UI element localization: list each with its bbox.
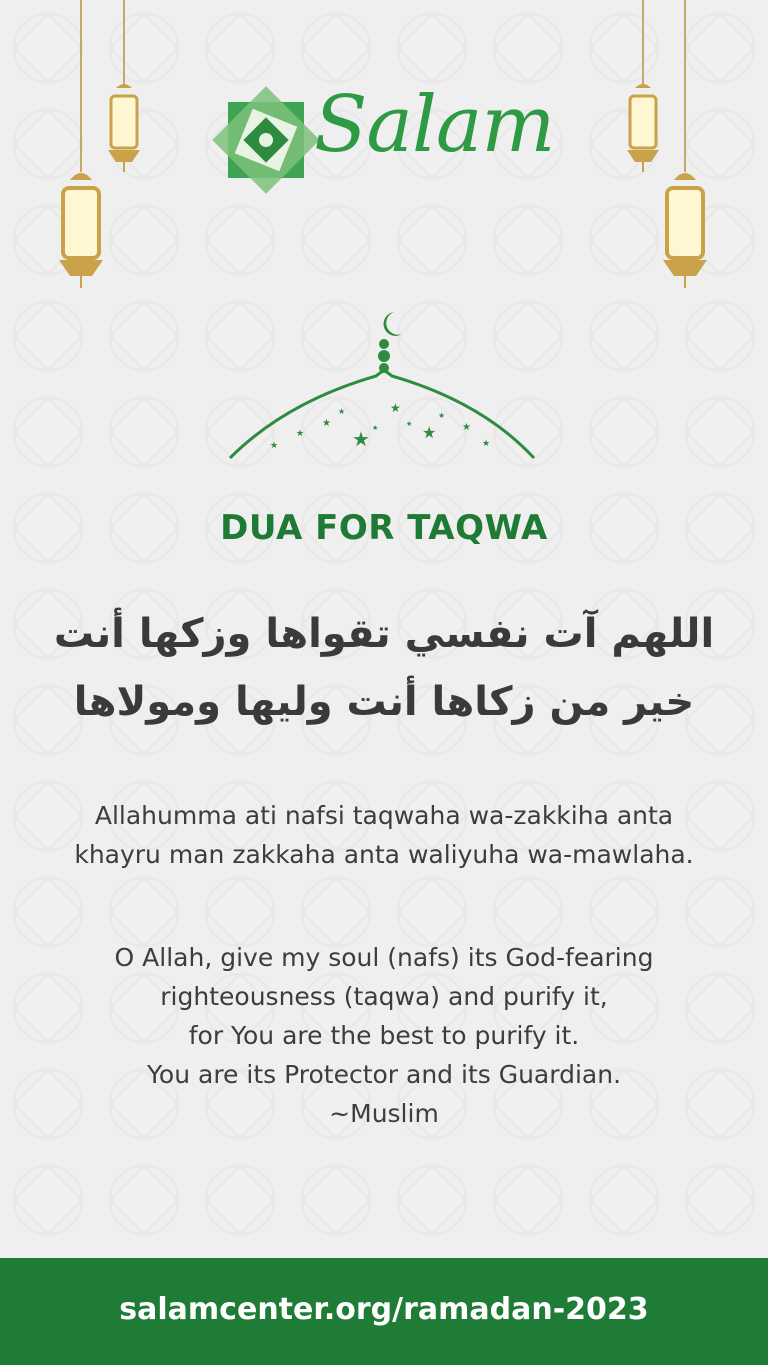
mosque-dome-icon [226, 306, 538, 466]
svg-text:★: ★ [270, 441, 279, 451]
hanging-lantern-icon [656, 0, 714, 290]
crescent-moon-icon [424, 100, 534, 220]
svg-text:★: ★ [482, 439, 491, 449]
svg-text:★: ★ [296, 429, 305, 439]
arabic-line: خير من زكاها أنت وليها ومولاها [73, 679, 695, 725]
transliteration-line: Allahumma ati nafsi taqwaha wa-zakkiha anta [94, 801, 674, 830]
svg-text:★: ★ [322, 418, 331, 429]
arabic-line: اللهم آت نفسي تقواها وزكها أنت [53, 611, 715, 657]
translation-line: You are its Protector and its Guardian. [146, 1060, 622, 1089]
svg-text:★: ★ [462, 422, 471, 433]
svg-text:★: ★ [338, 407, 346, 416]
logo-wordmark: Salam [314, 80, 555, 170]
transliteration-line: khayru man zakkaha anta waliyuha wa-mawlaha. [74, 840, 694, 869]
transliteration [30, 796, 738, 874]
translation-line: for You are the best to purify it. [188, 1021, 580, 1050]
translation-line: O Allah, give my soul (nafs) its God-fearing [114, 943, 654, 972]
svg-text:★: ★ [422, 423, 437, 442]
translation [30, 938, 738, 1133]
footer-bar [0, 1258, 768, 1365]
hadith-source: ~Muslim [329, 1099, 439, 1128]
arabic-dua [40, 600, 728, 736]
page-title: DUA FOR TAQWA [220, 508, 548, 548]
svg-text:★: ★ [372, 424, 379, 432]
svg-text:★: ★ [390, 401, 401, 415]
svg-text:★: ★ [438, 411, 446, 420]
footer-url-link[interactable]: salamcenter.org/ramadan-2023 [119, 1292, 649, 1327]
translation-line: righteousness (taqwa) and purify it, [160, 982, 608, 1011]
svg-text:★: ★ [406, 420, 413, 428]
salam-star-logo-icon [210, 84, 322, 196]
hanging-lantern-icon [52, 0, 110, 290]
salam-logo [210, 80, 555, 245]
svg-text:★: ★ [352, 427, 370, 451]
